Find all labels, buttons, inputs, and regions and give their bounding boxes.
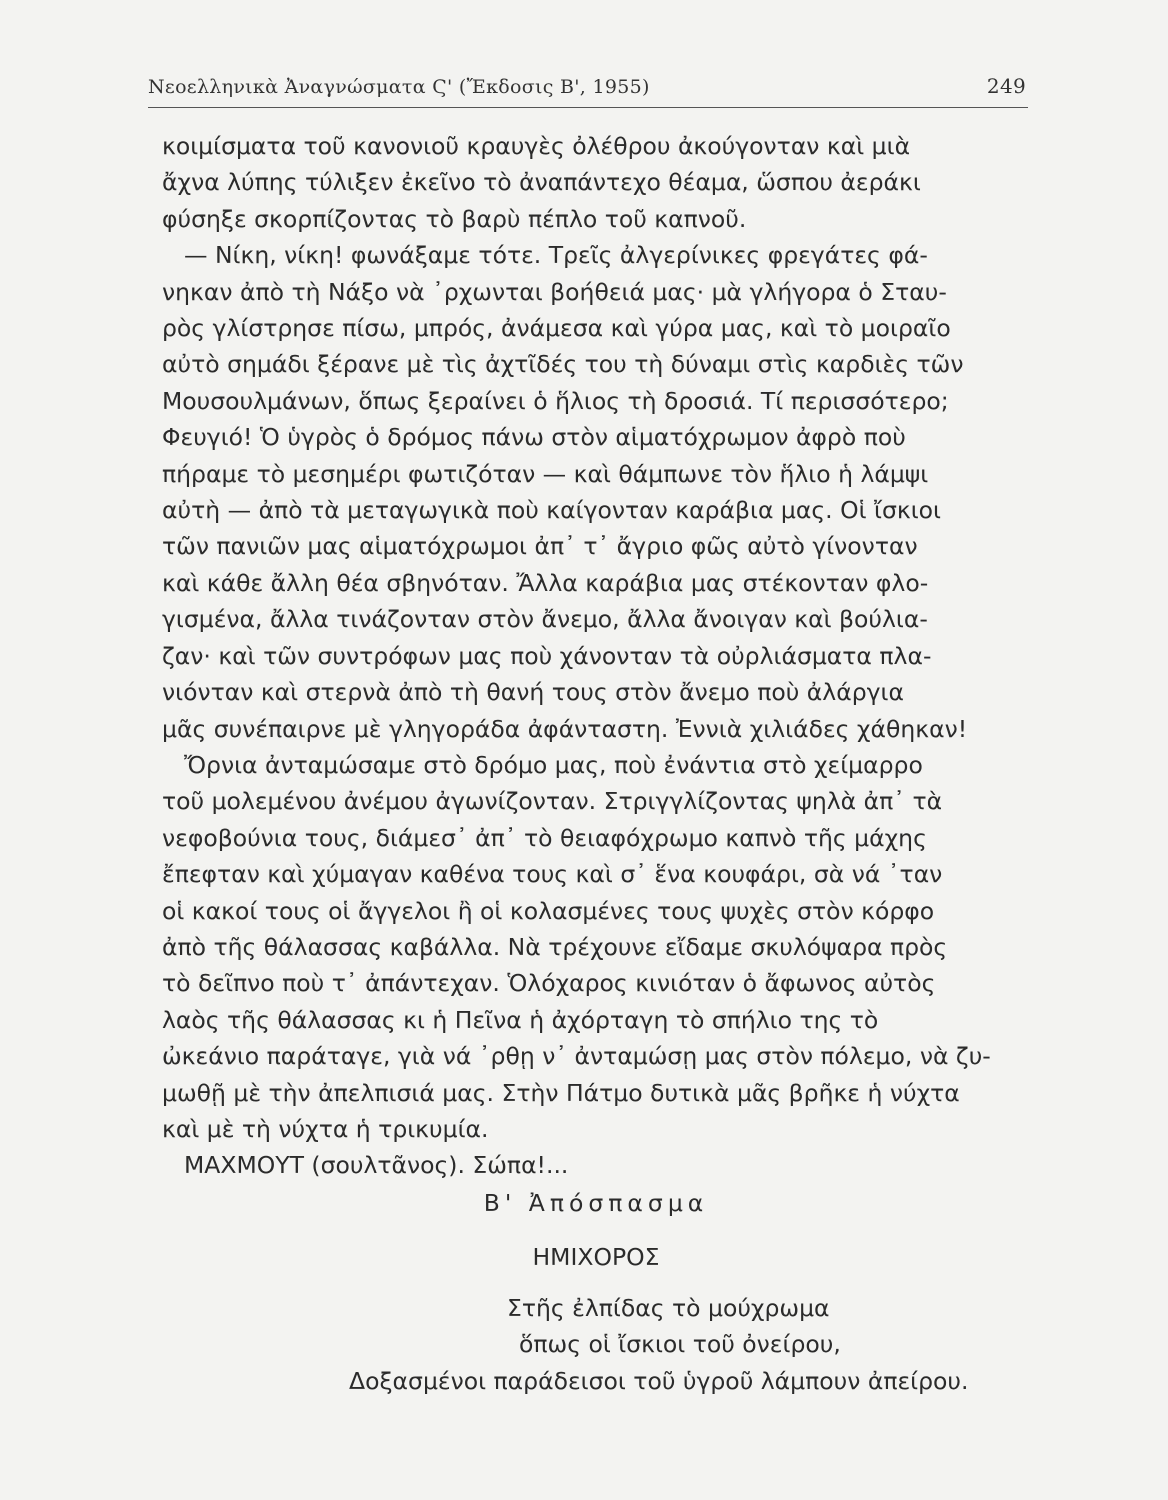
text-line: Μουσουλμάνων, ὅπως ξεραίνει ὁ ἥλιος τὴ δροσιά. Τί περισσότερο; (162, 386, 949, 415)
text-line: νηκαν ἀπὸ τὴ Νάξο νὰ ᾽ρχωνται βοήθειά μας· μὰ γλήγορα ὁ Σταυ- (162, 277, 947, 306)
text-line: τὸ δεῖπνο ποὺ τ᾽ ἀπάντεχαν. Ὁλόχαρος κινιόταν ὁ ἄφωνος αὐτὸς (162, 969, 936, 998)
text-line: λαὸς τῆς θάλασσας κι ἡ Πεῖνα ἡ ἀχόρταγη τὸ σπήλιο της τὸ (162, 1005, 879, 1034)
verse-line: Δοξασμένοι παράδεισοι τοῦ ὑγροῦ λάμπουν ἀπείρου. (349, 1366, 969, 1395)
header-title: Νεοελληνικὰ Ἀναγνώσματα Ϛ' (Ἔκδοσις Β', 1955) (148, 76, 650, 98)
text-line: οἱ κακοί τους οἱ ἄγγελοι ἢ οἱ κολασμένες τους ψυχὲς στὸν κόρφο (162, 896, 935, 925)
text-line: ἄχνα λύπης τύλιξεν ἐκεῖνο τὸ ἀναπάντεχο θέαμα, ὥσπου ἀεράκι (162, 168, 921, 197)
running-header (148, 72, 1028, 104)
text-line: νεφοβούνια τους, διάμεσ᾽ ἀπ᾽ τὸ θειαφόχρωμο καπνὸ τῆς μάχης (162, 823, 927, 852)
page-number: 249 (986, 74, 1026, 98)
text-line: Ὄρνια ἀνταμώσαμε στὸ δρόμο μας, ποὺ ἐνάντια στὸ χείμαρρο (184, 750, 923, 779)
text-line: μωθῇ μὲ τὴν ἀπελπισιά μας. Στὴν Πάτμο δυτικὰ μᾶς βρῆκε ἡ νύχτα (162, 1078, 960, 1107)
text-line: ἔπεφταν καὶ χύμαγαν καθένα τους καὶ σ᾽ ἕνα κουφάρι, σὰ νά ᾽ταν (162, 860, 943, 889)
verse-line: ὅπως οἱ ἴσκιοι τοῦ ὀνείρου, (519, 1330, 841, 1359)
fragment-title: Β' Ἀπόσπασμα (483, 1189, 709, 1217)
text-line: ρὸς γλίστρησε πίσω, μπρός, ἀνάμεσα καὶ γύρα μας, καὶ τὸ μοιραῖο (162, 314, 951, 343)
text-line: καὶ κάθε ἄλλη θέα σβηνόταν. Ἄλλα καράβια μας στέκονταν φλο- (162, 568, 929, 597)
text-line: καὶ μὲ τὴ νύχτα ἡ τρικυμία. (162, 1114, 489, 1143)
text-line: ἀπὸ τῆς θάλασσας καβάλλα. Νὰ τρέχουνε εἴδαμε σκυλόψαρα πρὸς (162, 932, 948, 961)
chorus-heading: ΗΜΙΧΟΡΟΣ (532, 1243, 660, 1272)
main-text (162, 128, 1030, 1184)
text-line: φύσηξε σκορπίζοντας τὸ βαρὺ πέπλο τοῦ καπνοῦ. (162, 204, 747, 233)
text-line: ζαν· καὶ τῶν συντρόφων μας ποὺ χάνονταν τὰ οὐρλιάσματα πλα- (162, 641, 932, 670)
text-line: μᾶς συνέπαιρνε μὲ γληγοράδα ἀφάνταστη. Ἐννιὰ χιλιάδες χάθηκαν! (162, 714, 968, 743)
verse-block (349, 1290, 1030, 1399)
text-line: τοῦ μολεμένου ἀνέμου ἀγωνίζονταν. Στριγγλίζοντας ψηλὰ ἀπ᾽ τὰ (162, 787, 943, 816)
text-line: — Νίκη, νίκη! φωνάξαμε τότε. Τρεῖς ἀλγερίνικες φρεγάτες φά- (184, 241, 928, 270)
text-line: γισμένα, ἄλλα τινάζονταν στὸν ἄνεμο, ἄλλα ἄνοιγαν καὶ βούλια- (162, 605, 928, 634)
fragment-section (162, 1185, 1030, 1399)
speaker-line: ΜΑΧΜΟΥΤ (σουλτᾶνος). Σώπα!... (184, 1151, 569, 1180)
text-line: αὐτὸ σημάδι ξέρανε μὲ τὶς ἀχτῖδές του τὴ δύναμι στὶς καρδιὲς τῶν (162, 350, 964, 379)
text-line: κοιμίσματα τοῦ κανονιοῦ κραυγὲς ὀλέθρου ἀκούγονταν καὶ μιὰ (162, 132, 911, 160)
text-line: τῶν πανιῶν μας αἱματόχρωμοι ἀπ᾽ τ᾽ ἄγριο φῶς αὐτὸ γίνονταν (162, 532, 918, 561)
text-line: νιόνταν καὶ στερνὰ ἀπὸ τὴ θανή τους στὸν ἄνεμο ποὺ ἀλάργια (162, 678, 904, 707)
header-rule (148, 107, 1028, 108)
text-line: πήραμε τὸ μεσημέρι φωτιζόταν — καὶ θάμπωνε τὸν ἥλιο ἡ λάμψι (162, 459, 929, 488)
text-line: Φευγιό! Ὁ ὑγρὸς ὁ δρόμος πάνω στὸν αἱματόχρωμον ἀφρὸ ποὺ (162, 423, 906, 452)
text-line: ὠκεάνιο παράταγε, γιὰ νά ᾽ρθῃ ν᾽ ἀνταμώσῃ μας στὸν πόλεμο, νὰ ζυ- (162, 1042, 991, 1071)
text-line: αὐτὴ — ἀπὸ τὰ μεταγωγικὰ ποὺ καίγονταν καράβια μας. Οἱ ἴσκιοι (162, 496, 941, 525)
verse-line: Στῆς ἐλπίδας τὸ μούχρωμα (507, 1293, 830, 1322)
